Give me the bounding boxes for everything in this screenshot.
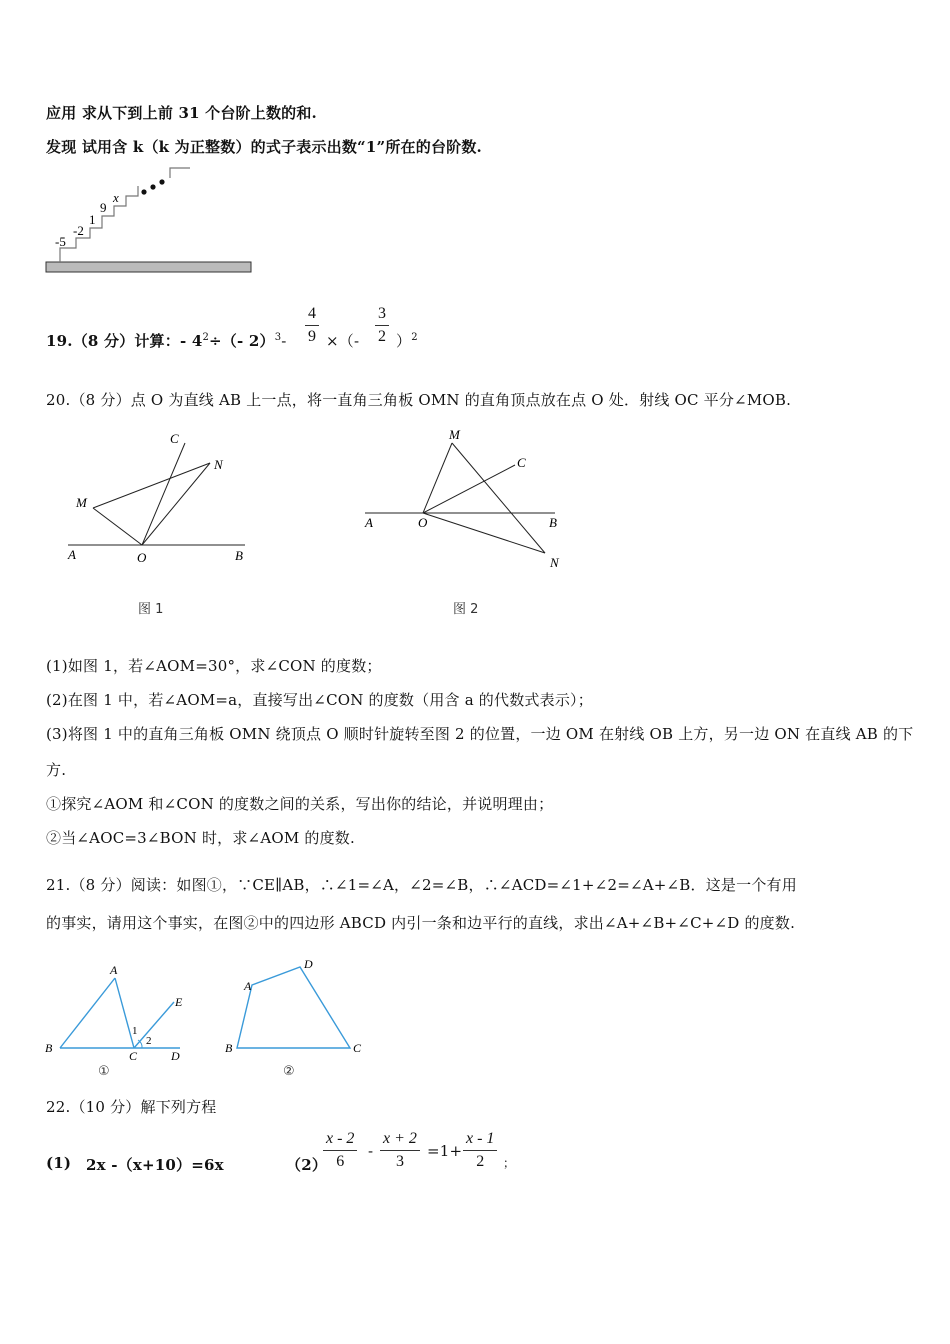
q22-equals: =1+ xyxy=(427,1142,463,1160)
label-A: A xyxy=(68,547,76,562)
ellipsis-dot xyxy=(159,179,164,184)
label-E: E xyxy=(175,995,183,1009)
ground-bar xyxy=(46,262,251,272)
stair-label: 1 xyxy=(89,212,96,227)
q19-dash: - xyxy=(281,332,287,350)
q19-frac1-num: 4 xyxy=(305,305,319,326)
q21-line-1: 21.（8 分）阅读：如图①，∵CE∥AB，∴∠1=∠A，∠2=∠B，∴∠ACD=∠1+∠2=∠A+∠B．这是一个有用 xyxy=(46,876,797,894)
label-C: C xyxy=(170,431,179,446)
label-M: M xyxy=(449,427,460,442)
label-1: 1 xyxy=(132,1025,138,1037)
ellipsis-dot xyxy=(141,189,146,194)
q22-fraction-1: $\frac{x - 2}{6}$ xyxy=(323,1130,357,1171)
label-2: 2 xyxy=(146,1035,152,1047)
q20-part-2: (2)在图 1 中，若∠AOM=a，直接写出∠CON 的度数（用含 a 的代数式表示）； xyxy=(46,691,593,709)
label-N: N xyxy=(214,457,223,472)
q22-eq1: 2x -（x+10）=6x xyxy=(86,1156,224,1174)
q20-figure-2 xyxy=(360,425,580,575)
label-B: B xyxy=(225,1041,233,1055)
label-A: A xyxy=(365,515,373,530)
q19-times: ×（- xyxy=(326,332,360,350)
q20-fig2-caption: 图 2 xyxy=(453,602,479,617)
q22-minus: - xyxy=(368,1142,374,1160)
q19-sup-c: 2 xyxy=(411,332,418,343)
q20-figure-1 xyxy=(60,425,260,570)
label-C: C xyxy=(353,1041,362,1055)
q22-end: ； xyxy=(503,1156,516,1170)
stair-steps-top xyxy=(170,168,190,178)
label-O: O xyxy=(418,515,428,530)
q19-frac1-den: 9 xyxy=(308,328,316,345)
q22-eq1-label: (1) xyxy=(46,1154,72,1172)
q21-fig2-caption: ② xyxy=(283,1064,295,1079)
label-B: B xyxy=(549,515,557,530)
label-A: A xyxy=(110,963,118,977)
label-B: B xyxy=(235,548,243,563)
q18-apply-text: 应用 求从下到上前 31 个台阶上数的和. xyxy=(46,104,317,122)
label-B: B xyxy=(45,1041,53,1055)
q19-sup-a: 2 xyxy=(202,332,210,343)
q19-close: ）$^2$ xyxy=(396,332,418,350)
stair-steps xyxy=(60,186,138,262)
q20-part-3a: (3)将图 1 中的直角三角板 OMN 绕顶点 O 顺时针旋转至图 2 的位置，一边 OM 在射线 OB 上方，另一边 ON 在直线 AB 的下 xyxy=(46,725,914,743)
stair-label: x xyxy=(113,190,119,205)
q21-figure-2 xyxy=(222,955,372,1060)
q21-figure-1 xyxy=(40,960,200,1060)
q18-discover-text: 发现 试用含 k（k 为正整数）的式子表示出数“1”所在的台阶数. xyxy=(46,138,482,156)
q21-line-2: 的事实，请用这个事实，在图②中的四边形 ABCD 内引一条和边平行的直线，求出∠A+∠B+∠C+∠D 的度数. xyxy=(46,914,796,932)
q20-part-3-2: ②当∠AOC=3∠BON 时，求∠AOM 的度数. xyxy=(46,829,355,847)
stair-label: -2 xyxy=(73,223,84,238)
label-C: C xyxy=(517,455,526,470)
ellipsis-dot xyxy=(150,184,155,189)
label-A: A xyxy=(244,979,252,993)
q19-expr-a: - 4 xyxy=(179,332,203,350)
q19-fraction-2 xyxy=(375,305,389,346)
label-C: C xyxy=(129,1049,138,1060)
q19-frac2-den: 2 xyxy=(378,328,386,345)
q20-part-3-1: ①探究∠AOM 和∠CON 的度数之间的关系，写出你的结论，并说明理由； xyxy=(46,795,554,813)
q22-fraction-2: $\frac{x + 2}{3}$ xyxy=(380,1130,420,1171)
q22-eq2-label: （2） xyxy=(286,1156,328,1174)
q20-part-1: (1)如图 1，若∠AOM=30°，求∠CON 的度数； xyxy=(46,657,382,675)
q19-frac2-num: 3 xyxy=(375,305,389,326)
label-D: D xyxy=(304,957,313,971)
q19-expr-b: ÷（- 2） xyxy=(209,332,275,350)
stair-label: 9 xyxy=(100,200,107,215)
q20-fig1-caption: 图 1 xyxy=(138,602,164,617)
q20-part-3b: 方. xyxy=(46,761,67,779)
q19-lead: 19.（8 分）计算： xyxy=(46,332,180,350)
q19-expression xyxy=(46,330,287,351)
stair-label: -5 xyxy=(55,234,66,249)
label-O: O xyxy=(137,550,147,565)
q19-sup-b: 3 xyxy=(274,332,282,343)
q21-fig1-caption: ① xyxy=(98,1064,110,1079)
q19-fraction-1 xyxy=(305,305,319,346)
label-M: M xyxy=(76,495,87,510)
q20-stem: 20.（8 分）点 O 为直线 AB 上一点，将一直角三角板 OMN 的直角顶点放在点 O 处．射线 OC 平分∠MOB. xyxy=(46,391,792,409)
staircase-figure xyxy=(40,160,260,278)
q22-lead: 22.（10 分）解下列方程 xyxy=(46,1098,217,1116)
label-D: D xyxy=(171,1049,180,1060)
label-N: N xyxy=(550,555,559,570)
q22-fraction-3: $\frac{x - 1}{2}$ xyxy=(463,1130,497,1171)
